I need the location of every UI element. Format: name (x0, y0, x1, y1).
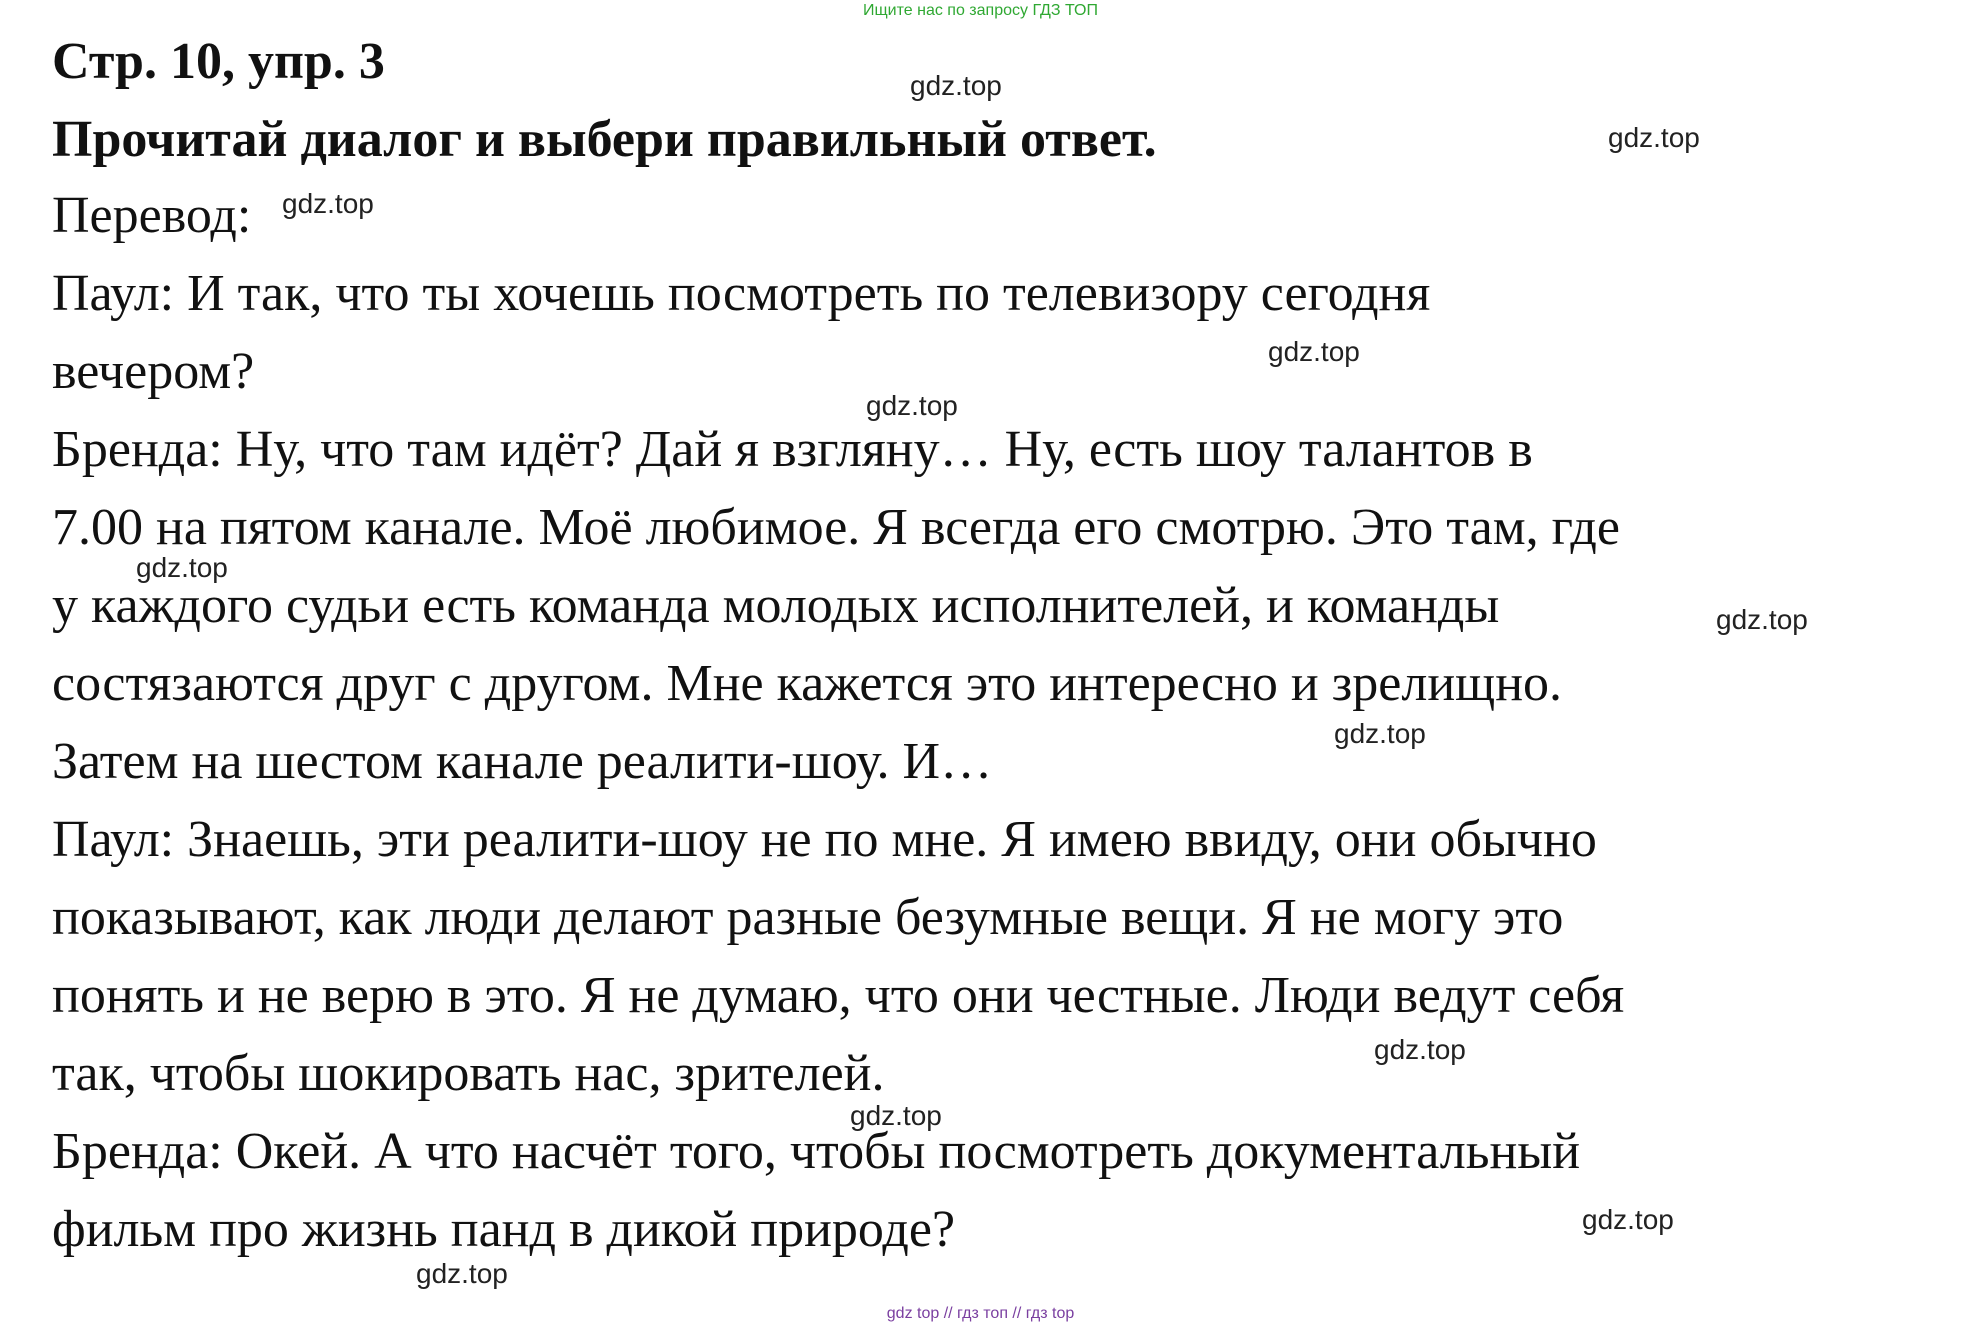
top-banner: Ищите нас по запросу ГДЗ ТОП (863, 2, 1098, 19)
text-line: Паул: И так, что ты хочешь посмотреть по телевизору сегодня (52, 265, 1431, 322)
text-line: у каждого судьи есть команда молодых исполнителей, и команды (52, 577, 1500, 634)
watermark: gdz.top (1608, 122, 1700, 153)
watermark: gdz.top (910, 70, 1002, 101)
watermark: gdz.top (1716, 604, 1808, 635)
task-instruction: Прочитай диалог и выбери правильный ответ. (52, 111, 1157, 168)
watermark: gdz.top (416, 1258, 508, 1289)
watermark: gdz.top (1334, 718, 1426, 749)
watermark: gdz.top (282, 188, 374, 219)
text-line: Бренда: Окей. А что насчёт того, чтобы посмотреть документальный (52, 1123, 1581, 1180)
text-line: Затем на шестом канале реалити-шоу. И… (52, 733, 993, 790)
text-line: 7.00 на пятом канале. Моё любимое. Я всегда его смотрю. Это там, где (52, 499, 1620, 556)
watermark: gdz.top (1268, 336, 1360, 367)
text-line: Паул: Знаешь, эти реалити-шоу не по мне. Я имею ввиду, они обычно (52, 811, 1597, 868)
text-line: состязаются друг с другом. Мне кажется это интересно и зрелищно. (52, 655, 1563, 712)
text-line: понять и не верю в это. Я не думаю, что они честные. Люди ведут себя (52, 967, 1625, 1024)
watermark: gdz.top (866, 390, 958, 421)
watermark: gdz.top (136, 552, 228, 583)
page-title: Стр. 10, упр. 3 (52, 33, 385, 90)
text-line: фильм про жизнь панд в дикой природе? (52, 1201, 956, 1258)
watermark: gdz.top (850, 1100, 942, 1131)
watermark: gdz.top (1374, 1034, 1466, 1065)
text-line: так, чтобы шокировать нас, зрителей. (52, 1045, 885, 1102)
watermark: gdz.top (1582, 1204, 1674, 1235)
text-line: Перевод: (52, 187, 252, 244)
text-line: вечером? (52, 343, 255, 400)
text-line: Бренда: Ну, что там идёт? Дай я взгляну… Ну, есть шоу талантов в (52, 421, 1533, 478)
bottom-banner: gdz top // гдз топ // гдз top (886, 1305, 1075, 1322)
text-line: показывают, как люди делают разные безумные вещи. Я не могу это (52, 889, 1564, 946)
